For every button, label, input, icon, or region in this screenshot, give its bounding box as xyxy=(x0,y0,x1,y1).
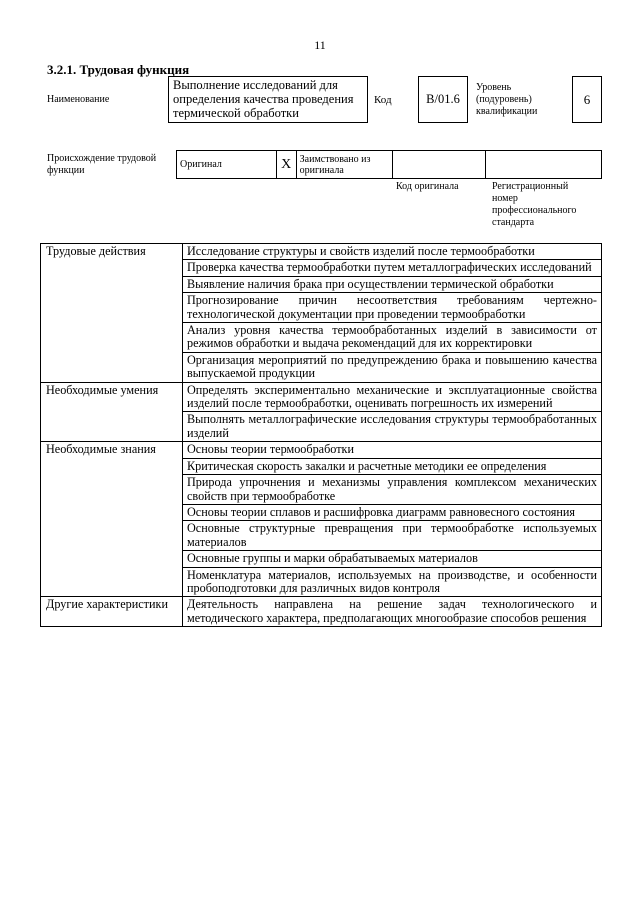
original-mark: X xyxy=(276,151,296,179)
section-title: Другие характеристики xyxy=(41,597,183,627)
section-item: Основы теории сплавов и расшифровка диаграмм равновесного состояния xyxy=(183,504,602,520)
section-item: Основные структурные превращения при термообработке используемых материалов xyxy=(183,521,602,551)
code-original-label: Код оригинала xyxy=(396,181,459,192)
section-item: Выявление наличия брака при осуществлении термической обработки xyxy=(183,276,602,292)
code-original-cell xyxy=(392,151,485,179)
section-title: Необходимые знания xyxy=(41,442,183,597)
original-cell: Оригинал xyxy=(177,151,277,179)
section-item: Определять экспериментально механические и эксплуатационные свойства изделий после термообработки, оценивать погрешность их измерений xyxy=(183,382,602,412)
table-row xyxy=(41,382,602,412)
section-item: Организация мероприятий по предупреждению брака и повышению качества выпускаемой продукции xyxy=(183,352,602,382)
section-item: Основы теории термообработки xyxy=(183,442,602,458)
origin-label: Происхождение трудовой функции xyxy=(47,153,157,176)
qualification-level-box: 6 xyxy=(572,76,602,123)
section-title: Необходимые умения xyxy=(41,382,183,442)
section-item: Основные группы и марки обрабатываемых материалов xyxy=(183,551,602,567)
section-item: Критическая скорость закалки и расчетные методики ее определения xyxy=(183,458,602,474)
table-row xyxy=(41,597,602,627)
section-item: Проверка качества термообработки путем металлографических исследований xyxy=(183,260,602,276)
reg-number-cell xyxy=(485,151,601,179)
section-heading: 3.2.1. Трудовая функция xyxy=(47,62,190,77)
qualification-level-label: Уровень (подуровень) квалификации xyxy=(476,82,538,117)
section-title: Трудовые действия xyxy=(41,244,183,383)
function-code-box: B/01.6 xyxy=(418,76,468,123)
section-item: Выполнять металлографические исследования структуры термообработанных изделий xyxy=(183,412,602,442)
table-row xyxy=(41,244,602,260)
section-item: Прогнозирование причин несоответствия требованиям чертежно-технологической документации при проведении термообработки xyxy=(183,293,602,323)
table-row xyxy=(41,442,602,458)
page-number: 11 xyxy=(314,38,326,52)
section-item: Деятельность направлена на решение задач технологического и методического характера, предполагающих многообразие способов решения xyxy=(183,597,602,627)
section-item: Исследование структуры и свойств изделий после термообработки xyxy=(183,244,602,260)
section-item: Природа упрочнения и механизмы управления комплексом механических свойств при термообработке xyxy=(183,475,602,505)
function-name-box: Выполнение исследований для определения качества проведения термической обработки xyxy=(168,76,368,123)
reg-number-label: Регистрационный номер профессионального стандарта xyxy=(492,181,577,228)
section-item: Анализ уровня качества термообработанных изделий в зависимости от режимов обработки и выдача рекомендаций для их корректировки xyxy=(183,323,602,353)
code-label: Код xyxy=(374,94,392,106)
name-label: Наименование xyxy=(47,94,110,105)
borrowed-cell: Заимствовано из оригинала xyxy=(296,151,392,179)
function-details-table xyxy=(40,243,602,627)
section-item: Номенклатура материалов, используемых на производстве, и особенности пробоподготовки для различных видов контроля xyxy=(183,567,602,597)
origin-table xyxy=(176,150,602,179)
